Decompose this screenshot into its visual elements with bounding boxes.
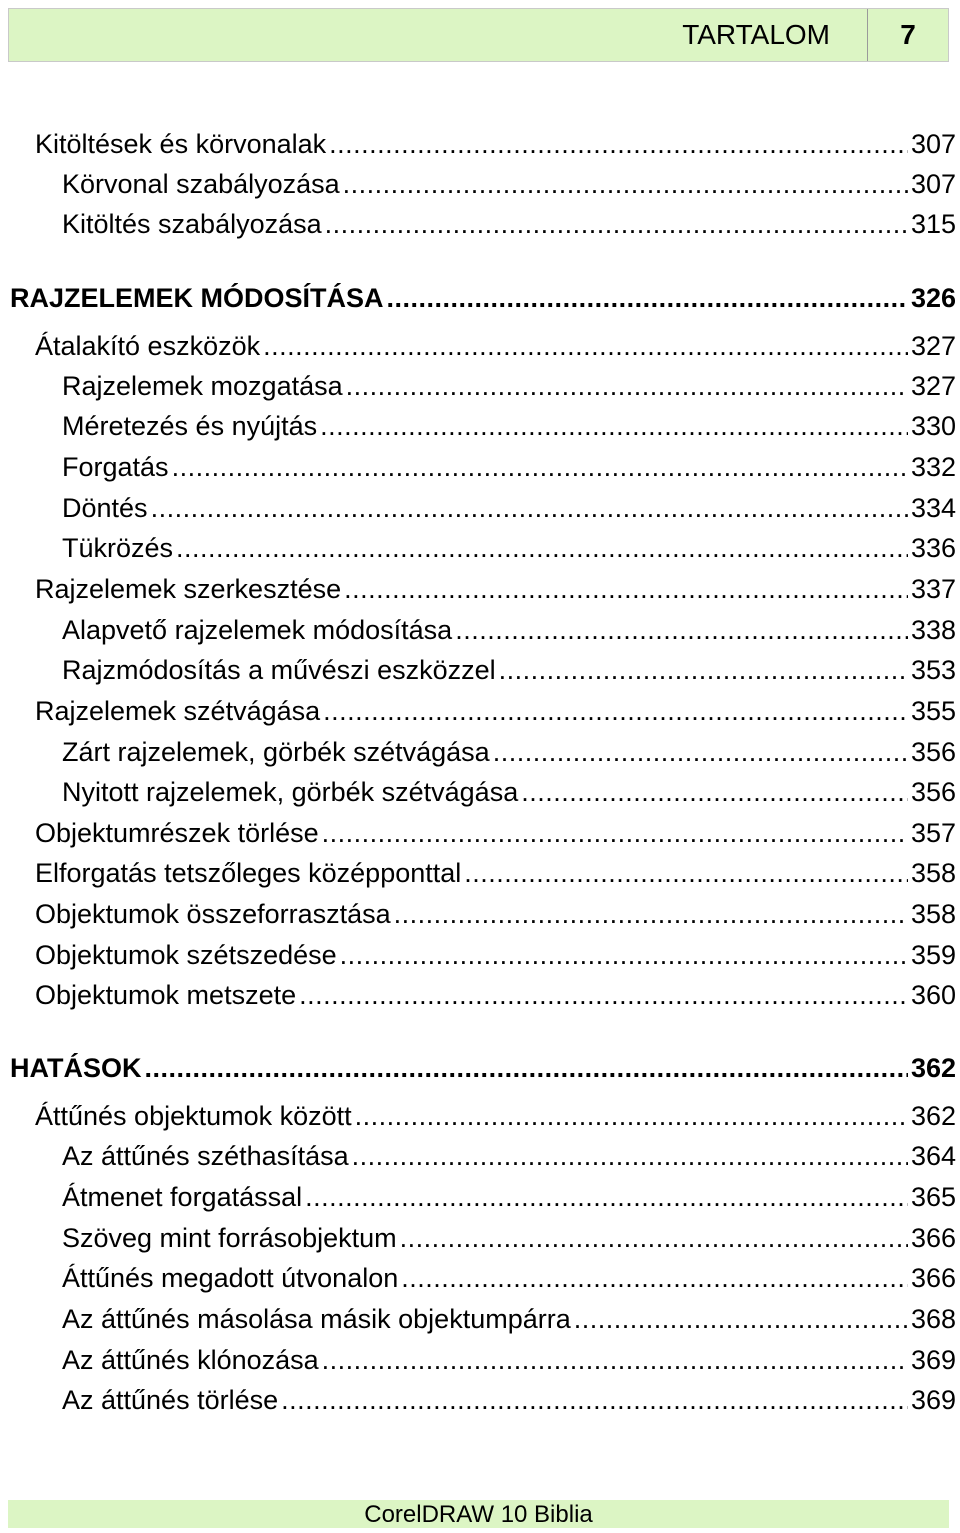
toc-entry-label: Zárt rajzelemek, görbék szétvágása [62,737,490,767]
toc-entry [62,612,956,648]
toc-dot-leader [499,652,908,688]
toc-dot-leader [493,734,908,770]
toc-entry-page: 362 [910,1053,956,1083]
toc-entry [35,328,956,364]
toc-entry [35,815,956,851]
page-header [8,8,949,62]
toc-entry-page: 356 [910,777,956,807]
toc-entry-label: Objektumok szétszedése [35,940,337,970]
toc-entry [62,530,956,566]
toc-entry-label: Rajzelemek szerkesztése [35,574,342,604]
toc-entry [62,1220,956,1256]
toc-entry-page: 315 [910,209,956,239]
toc-dot-leader [340,937,908,973]
toc-entry-page: 353 [910,655,956,685]
toc-entry [62,1382,956,1418]
toc-entry-page: 357 [910,818,956,848]
toc-entry-label: Átalakító eszközök [35,331,261,361]
toc-dot-leader [394,896,908,932]
toc-entry-page: 369 [910,1345,956,1375]
toc-dot-leader [400,1220,908,1256]
toc-entry-page: 326 [910,283,956,313]
toc-dot-leader [322,1342,908,1378]
toc-entry-label: Nyitott rajzelemek, görbék szétvágása [62,777,519,807]
toc-entry-label: Az áttűnés klónozása [62,1345,319,1375]
toc-entry-label: Méretezés és nyújtás [62,411,318,441]
toc-dot-leader [299,977,908,1013]
toc-entry-label: Áttűnés megadott útvonalon [62,1263,399,1293]
toc-entry-page: 369 [910,1385,956,1415]
toc-dot-leader [346,368,908,404]
toc-entry-page: 365 [910,1182,956,1212]
toc-entry-page: 327 [910,331,956,361]
toc-entry-label: Kitöltések és körvonalak [35,129,327,159]
toc-dot-leader [176,530,908,566]
toc-entry-page: 307 [910,169,956,199]
toc-dot-leader [521,774,908,810]
toc-entry-label: Átmenet forgatással [62,1182,303,1212]
toc-entry-label: Kitöltés szabályozása [62,209,322,239]
toc-entry-page: 338 [910,615,956,645]
toc-dot-leader [145,1050,908,1086]
toc-entry-label: Objektumok metszete [35,980,297,1010]
toc-entry-label: Alapvető rajzelemek módosítása [62,615,453,645]
toc-dot-leader [574,1301,908,1337]
toc-entry-page: 366 [910,1263,956,1293]
toc-entry-label: HATÁSOK [10,1053,142,1083]
toc-entry [10,280,956,316]
toc-dot-leader [305,1179,908,1215]
toc-entry-page: 362 [910,1101,956,1131]
toc-dot-leader [320,408,908,444]
toc-dot-leader [325,206,908,242]
toc-entry [35,1098,956,1134]
toc-entry-label: RAJZELEMEK MÓDOSÍTÁSA [10,283,384,313]
toc-dot-leader [355,1098,908,1134]
toc-entry-label: Rajzelemek mozgatása [62,371,343,401]
toc-entry [62,408,956,444]
toc-entry-label: Szöveg mint forrásobjektum [62,1223,397,1253]
toc-entry-label: Tükrözés [62,533,174,563]
toc-entry [62,652,956,688]
toc-entry [35,571,956,607]
toc-entry-page: 327 [910,371,956,401]
toc-dot-leader [151,490,908,526]
toc-entry-page: 334 [910,493,956,523]
toc-entry-page: 307 [910,129,956,159]
toc-entry-page: 358 [910,858,956,888]
toc-entry [35,977,956,1013]
toc-entry-label: Rajzelemek szétvágása [35,696,321,726]
toc-entry [62,368,956,404]
header-page-number: 7 [900,19,916,50]
toc-dot-leader [263,328,908,364]
toc-entry-page: 332 [910,452,956,482]
toc-dot-leader [401,1260,908,1296]
toc-dot-leader [455,612,908,648]
toc-entry [62,449,956,485]
toc-entry-label: Forgatás [62,452,169,482]
toc-dot-leader [352,1138,908,1174]
toc-entry-page: 358 [910,899,956,929]
toc-dot-leader [281,1382,908,1418]
header-title: TARTALOM [682,19,830,50]
toc-entry-page: 366 [910,1223,956,1253]
toc-entry [35,896,956,932]
toc-entry [35,693,956,729]
toc-entry-page: 360 [910,980,956,1010]
toc-entry [35,855,956,891]
page-footer: CorelDRAW 10 Biblia [8,1500,949,1528]
toc-dot-leader [387,280,908,316]
toc-entry [62,206,956,242]
toc-dot-leader [343,166,908,202]
toc-entry-page: 364 [910,1141,956,1171]
toc-entry-label: Az áttűnés törlése [62,1385,279,1415]
toc-entry [62,774,956,810]
toc-dot-leader [322,815,908,851]
toc-dot-leader [344,571,908,607]
toc-entry-label: Az áttűnés széthasítása [62,1141,349,1171]
toc-entry-page: 330 [910,411,956,441]
toc-entry [62,1260,956,1296]
toc-entry [10,1050,956,1086]
toc-dot-leader [323,693,908,729]
toc-entry [62,490,956,526]
toc-entry-label: Az áttűnés másolása másik objektumpárra [62,1304,571,1334]
toc-entry-label: Objektumrészek törlése [35,818,319,848]
toc-entry-page: 355 [910,696,956,726]
toc-entry [62,1342,956,1378]
toc-entry-label: Körvonal szabályozása [62,169,340,199]
toc-entry [62,1301,956,1337]
toc-entry-label: Objektumok összeforrasztása [35,899,391,929]
toc-dot-leader [172,449,908,485]
toc-entry-page: 356 [910,737,956,767]
toc-entry [62,166,956,202]
toc-entry [62,1138,956,1174]
toc-entry-label: Elforgatás tetszőleges középponttal [35,858,462,888]
toc-entry-label: Áttűnés objektumok között [35,1101,352,1131]
toc-entry-page: 359 [910,940,956,970]
toc-entry-label: Döntés [62,493,148,523]
toc-entry-page: 368 [910,1304,956,1334]
toc-dot-leader [464,855,908,891]
toc-entry-label: Rajzmódosítás a művészi eszközzel [62,655,496,685]
toc-entry [35,126,956,162]
toc-entry [35,937,956,973]
toc-dot-leader [329,126,908,162]
toc-entry-page: 336 [910,533,956,563]
toc-entry-page: 337 [910,574,956,604]
toc-entry [62,1179,956,1215]
toc-entry [62,734,956,770]
